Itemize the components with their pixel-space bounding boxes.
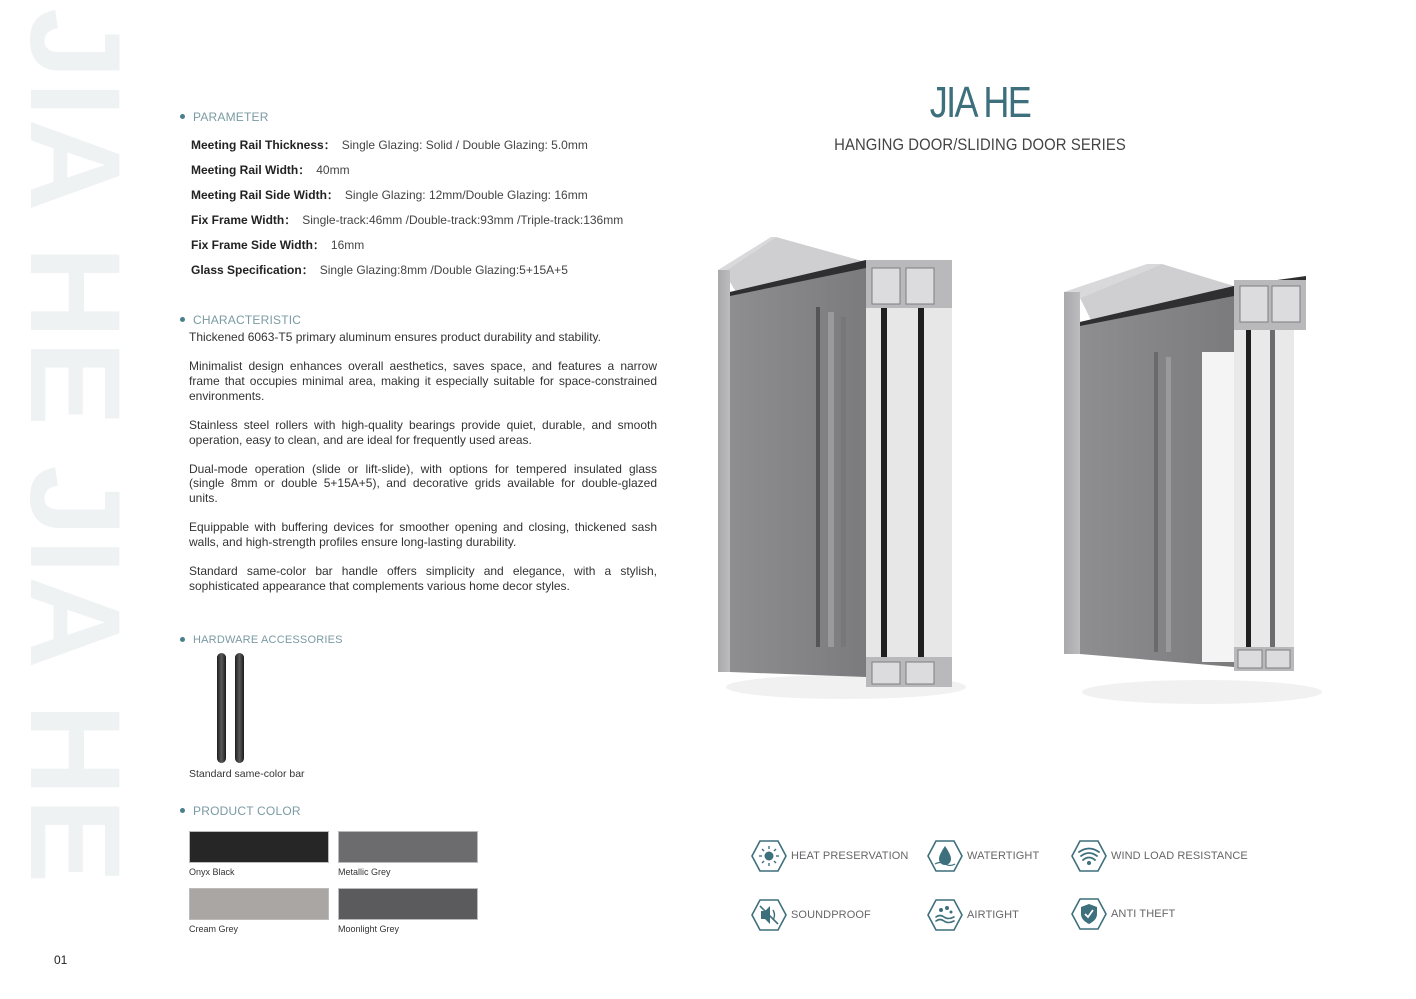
color-swatch-label: Metallic Grey (338, 867, 391, 877)
parameter-row (191, 186, 623, 211)
characteristic-list (189, 330, 657, 608)
hardware-item-label: Standard same-color bar (189, 768, 305, 780)
parameter-label: Fix Frame Side Width： (191, 238, 325, 252)
wind-icon (1071, 839, 1107, 873)
parameter-row (191, 236, 623, 261)
color-swatch-label: Cream Grey (189, 924, 239, 934)
parameter-row (191, 161, 623, 186)
feature-airtight (927, 898, 1019, 932)
characteristic-paragraph: Standard same-color bar handle offers simplicity and elegance, with a stylish, sophisticated appearance that complements various home decor styles. (189, 564, 657, 593)
airtight-icon (927, 898, 963, 932)
double-track-door-render (1062, 262, 1308, 707)
characteristic-heading-text: CHARACTERISTIC (193, 313, 302, 327)
product-color-heading (180, 804, 301, 818)
parameter-row (191, 261, 623, 286)
parameter-value: Single Glazing:8mm /Double Glazing:5+15A+5 (319, 263, 568, 277)
brand-title: JIA HE (929, 78, 1031, 127)
hardware-heading (180, 634, 343, 646)
characteristic-paragraph: Minimalist design enhances overall aesthetics, saves space, and features a narrow frame that occupies minimal area, making it especially suitable for space-constrained environments. (189, 359, 657, 403)
parameter-label: Meeting Rail Side Width： (191, 188, 339, 202)
sun-icon (751, 839, 787, 873)
characteristic-paragraph: Stainless steel rollers with high-quality bearings provide quiet, durable, and smooth operation, easy to clean, and are ideal for frequently used areas. (189, 417, 657, 447)
parameter-heading-text: PARAMETER (193, 110, 269, 124)
feature-label: WATERTIGHT (967, 850, 1040, 862)
shield-icon (1071, 897, 1107, 931)
characteristic-heading (180, 313, 301, 327)
parameter-label: Meeting Rail Thickness： (191, 138, 336, 152)
feature-watertight (927, 839, 1039, 873)
color-swatch-label: Onyx Black (189, 867, 235, 877)
bullet-dot (180, 317, 185, 322)
parameter-label: Glass Specification： (191, 263, 314, 277)
parameter-value: Single Glazing: Solid / Double Glazing: 5.0mm (341, 138, 588, 152)
feature-label: SOUNDPROOF (791, 909, 871, 921)
parameter-list (191, 136, 623, 286)
characteristic-paragraph: Dual-mode operation (slide or lift-slide), with options for tempered insulated glass (single 8mm or double 5+15A+5), and decorative grids available for double-glazed units. (189, 461, 657, 506)
bullet-dot (180, 808, 185, 813)
water-drop-icon (927, 839, 963, 873)
brand-subtitle: HANGING DOOR/SLIDING DOOR SERIES (834, 136, 1126, 154)
parameter-label: Meeting Rail Width： (191, 163, 311, 177)
watermark-text: JIA HE JIA HE (3, 8, 146, 886)
color-swatch-moonlight-grey (338, 888, 478, 920)
parameter-value: Single-track:46mm /Double-track:93mm /Triple-track:136mm (302, 213, 624, 227)
vertical-watermark (3, 8, 146, 886)
color-swatch-label: Moonlight Grey (338, 924, 400, 934)
parameter-value: 40mm (316, 163, 350, 177)
color-swatch-onyx-black (189, 831, 329, 863)
speaker-mute-icon (751, 898, 787, 932)
bullet-dot (180, 637, 185, 642)
feature-label: ANTI THEFT (1111, 908, 1176, 920)
feature-heat-preservation (751, 839, 908, 873)
feature-soundproof (751, 898, 871, 932)
feature-wind-load-resistance (1071, 839, 1248, 873)
parameter-heading (180, 110, 269, 124)
parameter-label: Fix Frame Width： (191, 213, 297, 227)
parameter-value: 16mm (330, 238, 365, 252)
bar-handle-image (214, 652, 248, 764)
color-swatch-metallic-grey (338, 831, 478, 863)
hardware-heading-text: HARDWARE ACCESSORIES (193, 634, 343, 646)
feature-label: HEAT PRESERVATION (791, 850, 909, 862)
parameter-value: Single Glazing: 12mm/Double Glazing: 16mm (344, 188, 588, 202)
parameter-row (191, 136, 623, 161)
feature-label: WIND LOAD RESISTANCE (1111, 850, 1248, 862)
triple-track-door-render (716, 232, 956, 702)
feature-anti-theft (1071, 897, 1175, 931)
page-number: 01 (54, 953, 68, 967)
feature-label: AIRTIGHT (967, 909, 1019, 921)
characteristic-paragraph: Equippable with buffering devices for smoother opening and closing, thickened sash walls, and high-strength profiles ensure long-lasting durability. (189, 520, 657, 550)
characteristic-paragraph: Thickened 6063-T5 primary aluminum ensures product durability and stability. (189, 330, 601, 344)
bullet-dot (180, 114, 185, 119)
color-swatch-cream-grey (189, 888, 329, 920)
product-color-heading-text: PRODUCT COLOR (193, 804, 301, 818)
parameter-row (191, 211, 623, 236)
